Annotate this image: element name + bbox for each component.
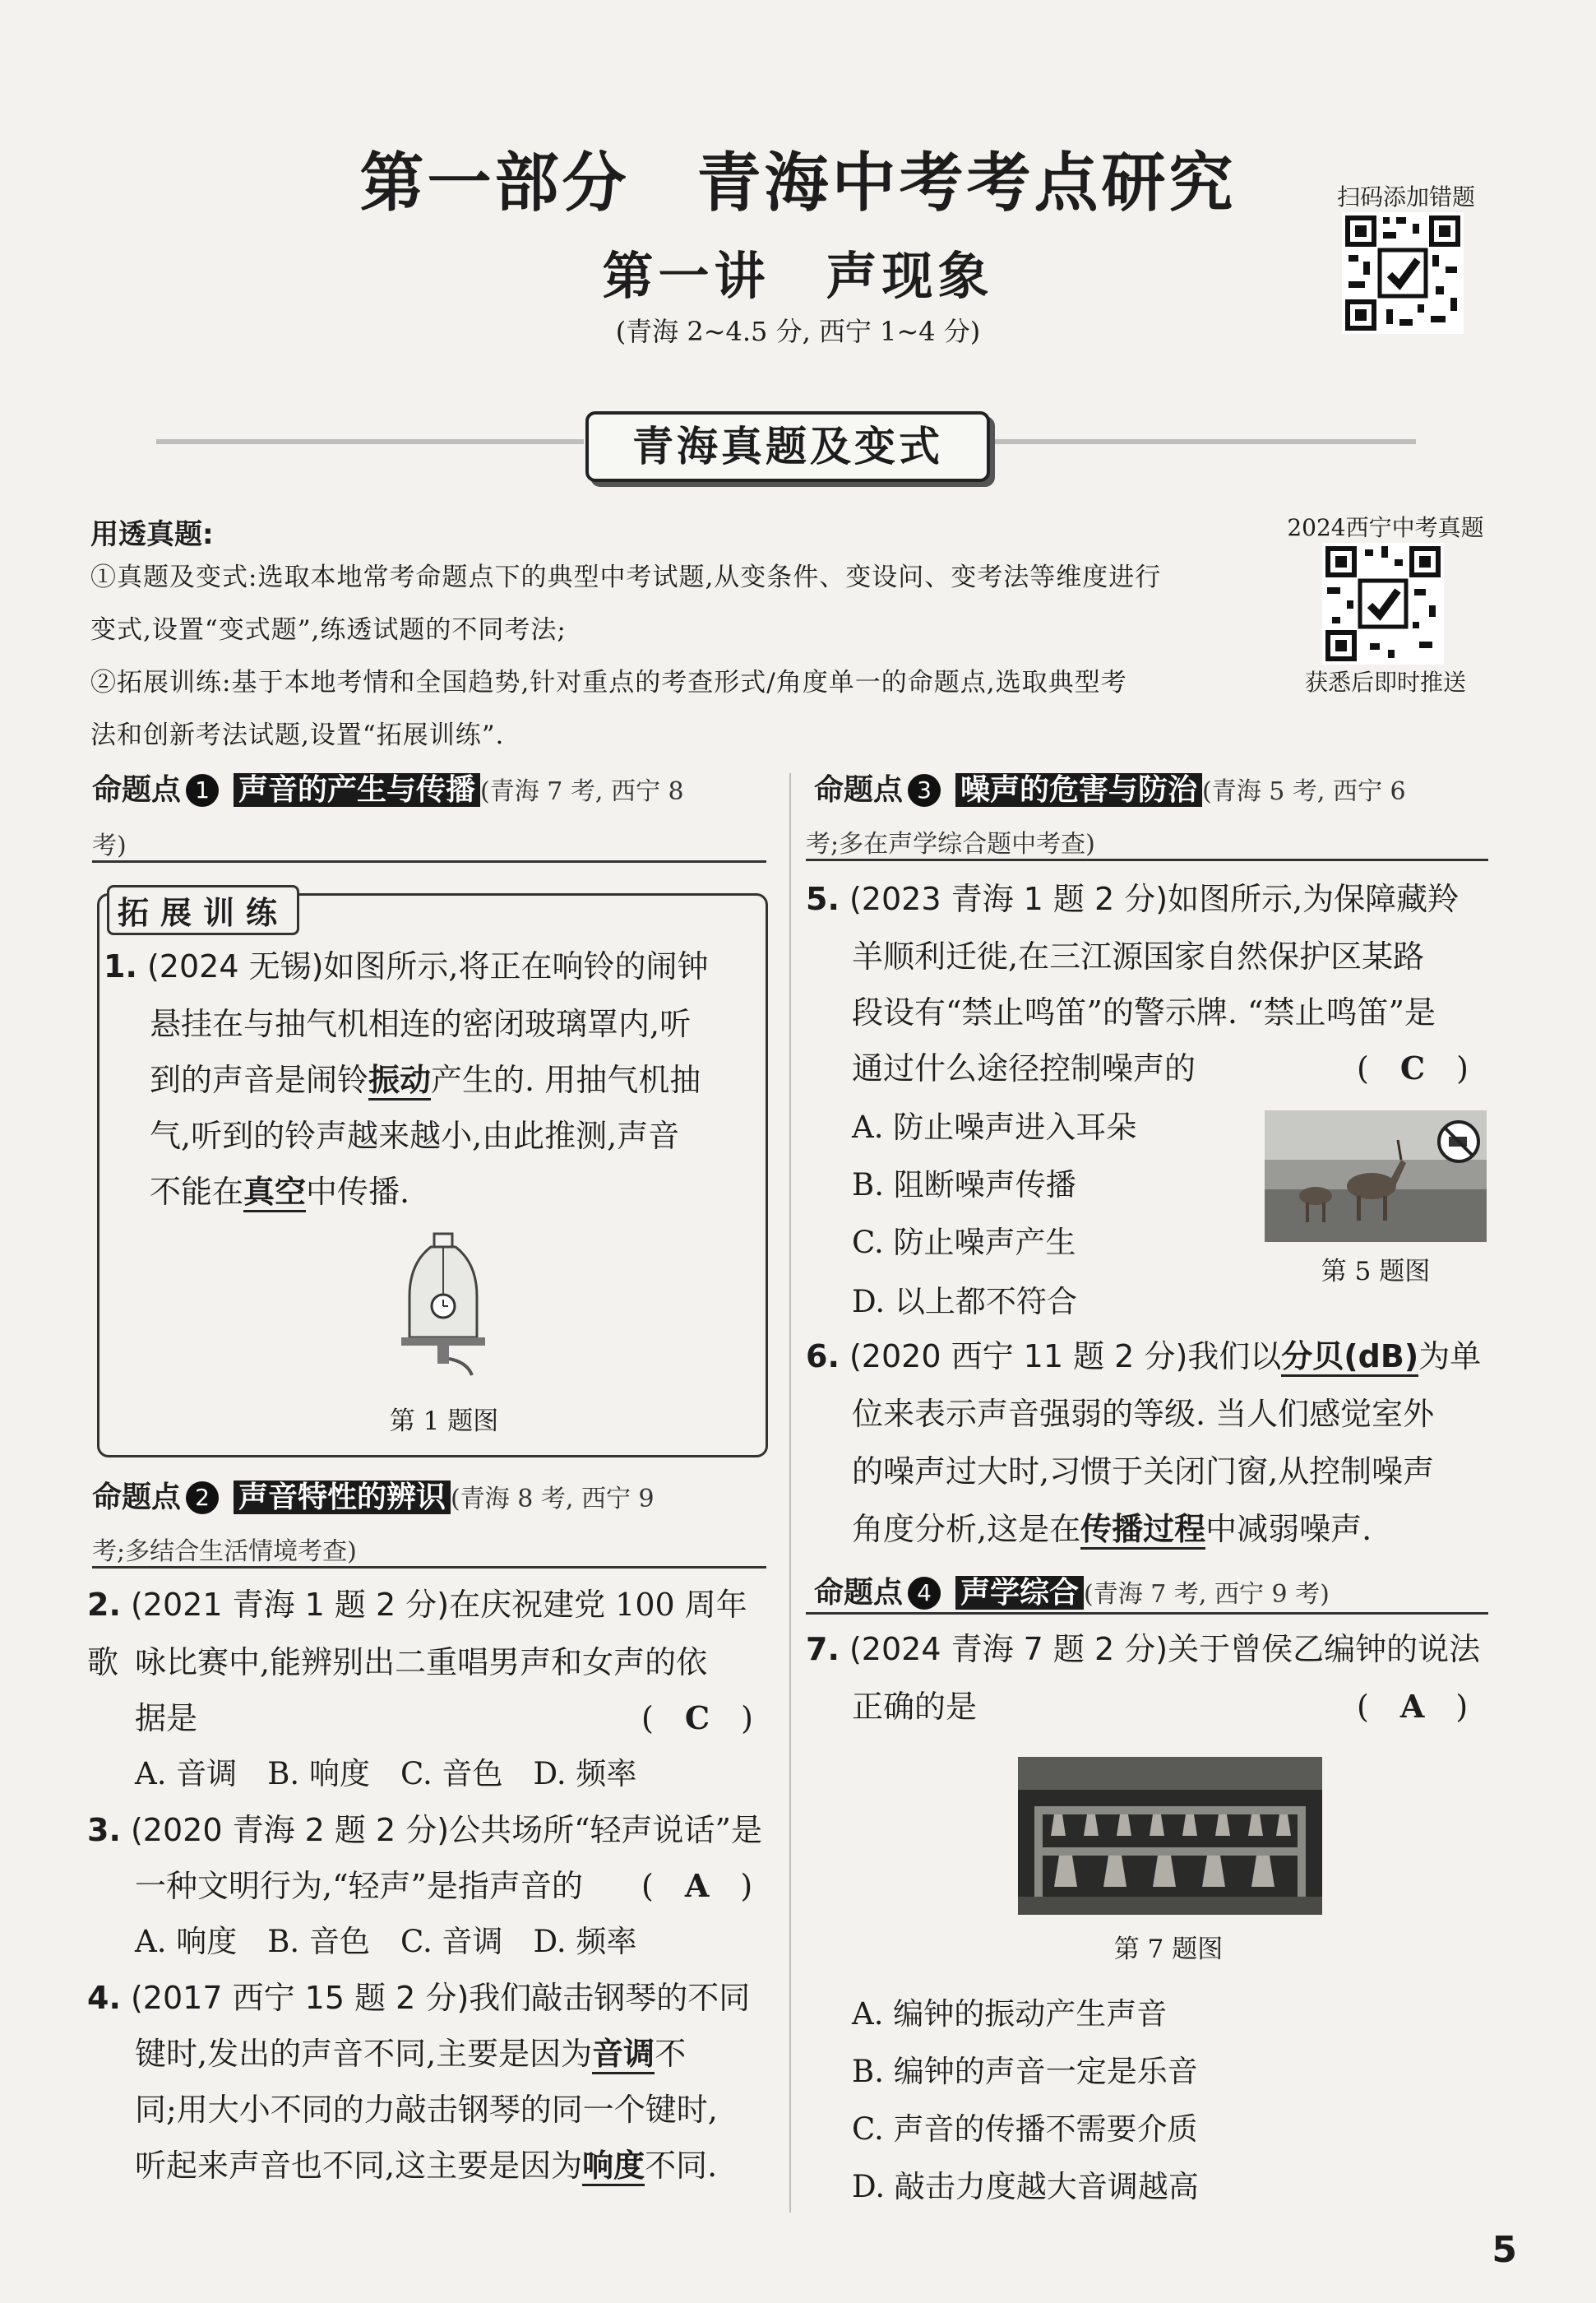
q3-line-1 [87,1801,770,1859]
point-tag: 命题点 [814,773,904,807]
q2-source: (2021 青海 1 题 2 分) [130,1587,450,1623]
q4-line-1 [87,1969,770,2027]
point-1-rule [92,860,766,863]
q6-line-1 [806,1328,1497,1385]
q6-line-2: 位来表示声音强弱的等级. 当人们感觉室外 [852,1396,1435,1432]
point-topic: 噪声的危害与防治 [955,773,1202,807]
q7-line-2: 正确的是 [852,1689,978,1725]
point-3-heading [814,770,1406,813]
q3-answer: A [684,1867,710,1904]
q5-source: (2023 青海 1 题 2 分) [849,881,1168,917]
q7-number: 7. [806,1631,840,1667]
q1-text-5a: 不能在 [150,1174,244,1210]
point-2-rule [92,1566,766,1569]
q5-number: 5. [806,881,840,917]
q4-number: 4. [87,1980,121,2016]
q6-text-1a: 我们以 [1187,1338,1282,1374]
q5-figure-antelope-photo [1265,1110,1487,1242]
point-number: 4 [908,1577,941,1610]
q1-line-2: 悬挂在与抽气机相连的密闭玻璃罩内,听 [150,1006,692,1042]
page-number: 5 [1492,2229,1517,2271]
point-note: (青海 8 考, 西宁 9 [451,1485,655,1513]
intro-line-3: ②拓展训练:基于本地考情和全国趋势,针对重点的考查形式/角度单一的命题点,选取典型考 [90,668,1127,697]
column-divider [789,773,791,2213]
score-note: (青海 2~4.5 分, 西宁 1~4 分) [615,316,981,347]
point-tag: 命题点 [92,773,182,807]
q2-line-3: 据是 [135,1700,198,1736]
q4-line-2 [135,2025,686,2083]
q6-key-decibel: 分贝(dB) [1281,1338,1418,1377]
point-number: 2 [186,1481,219,1514]
q1-text-1: 如图所示,将正在响铃的闹钟 [323,948,709,985]
q7-answer: A [1399,1688,1425,1725]
q4-line-4 [135,2137,717,2194]
banner-rule-left [156,439,584,444]
q1-source: (2024 无锡) [146,948,324,985]
q5-text-1: 如图所示,为保障藏羚 [1168,881,1460,917]
q1-line-4: 气,听到的铃声越来越小,由此推测,声音 [150,1118,680,1154]
q3-line-2: 一种文明行为,“轻声”是指声音的 [135,1868,583,1904]
q7-text-1: 关于曾侯乙编钟的说法 [1168,1631,1481,1667]
intro-line-4: 法和创新考法试题,设置“拓展训练”. [90,721,505,750]
q3-text-1: 公共场所“轻声说话”是 [449,1812,762,1848]
q3-number: 3. [87,1812,121,1848]
q7-caption: 第 7 题图 [1113,1935,1224,1964]
q7-answer-paren: ( A ) [1357,1688,1469,1725]
qr-label-push: 获悉后即时推送 [1304,669,1466,696]
q5-option-a: A. 防止噪声进入耳朵 [852,1110,1137,1145]
q4-line-3: 同;用大小不同的力敲击钢琴的同一个键时, [135,2092,718,2128]
qr-code-icon [1342,212,1464,334]
point-note: (青海 5 考, 西宁 6 [1202,777,1406,806]
q1-line-3 [150,1051,701,1109]
q4-text-2b: 不 [655,2036,687,2072]
point-tag: 命题点 [92,1480,182,1514]
point-3-rule [806,859,1488,861]
point-2-heading [92,1477,655,1520]
antelope-photo-icon [1265,1110,1487,1242]
q6-text-1b: 为单 [1418,1338,1482,1374]
q1-text-5b: 中传播. [306,1174,410,1210]
q2-options: A. 音调 B. 响度 C. 音色 D. 频率 [135,1756,637,1791]
bell-jar-icon [398,1230,488,1379]
section-banner: 青海真题及变式 [585,411,990,482]
q4-text-4a: 听起来声音也不同,这主要是因为 [135,2148,583,2184]
q3-answer-paren: ( A ) [641,1867,753,1904]
q6-text-4a: 角度分析,这是在 [852,1511,1081,1547]
q2-line-2: 咏比赛中,能辨别出二重唱男声和女声的依 [135,1644,708,1680]
q5-line-2: 羊顺利迁徙,在三江源国家自然保护区某路 [852,938,1425,975]
qr-label-2024-xining: 2024西宁中考真题 [1287,514,1484,541]
q5-line-4: 通过什么途径控制噪声的 [852,1050,1196,1087]
q2-answer: C [684,1699,710,1736]
q6-source: (2020 西宁 11 题 2 分) [849,1338,1188,1374]
q5-line-1 [806,870,1497,928]
q6-line-3: 的噪声过大时,习惯于关闭门窗,从控制噪声 [852,1453,1435,1490]
extension-training-tag: 拓展训练 [107,885,299,935]
q5-option-c: C. 防止噪声产生 [852,1225,1076,1260]
q1-number: 1. [104,948,137,985]
q7-source: (2024 青海 7 题 2 分) [849,1631,1168,1667]
q1-line-1 [104,938,761,995]
q1-text-3b: 产生的. 用抽气机抽 [431,1062,701,1098]
qr-code-icon [1322,543,1444,665]
q2-text-1: 在庆祝建党 100 周年歌 [87,1587,747,1680]
q7-option-d: D. 敲击力度越大音调越高 [852,2169,1199,2204]
q5-answer: C [1399,1050,1426,1087]
q5-line-3: 段设有“禁止鸣笛”的警示牌. “禁止鸣笛”是 [852,994,1436,1031]
q6-number: 6. [806,1338,840,1374]
point-4-heading [814,1573,1330,1615]
q7-figure-bianzhong-photo [1018,1757,1322,1915]
q6-line-4 [852,1500,1372,1558]
point-number: 3 [908,774,941,807]
intro-line-2: 变式,设置“变式题”,练透试题的不同考法; [90,615,567,645]
point-note: (青海 7 考, 西宁 8 [480,777,684,806]
q7-option-b: B. 编钟的声音一定是乐音 [852,2054,1198,2089]
q1-key-vacuum: 真空 [243,1174,306,1212]
q5-caption: 第 5 题图 [1321,1257,1431,1286]
qr-code-2024-xining[interactable] [1322,543,1444,665]
q1-figure-bell-jar [398,1230,488,1379]
point-note: (青海 7 考, 西宁 9 考) [1084,1580,1330,1609]
q4-key-loudness: 响度 [582,2148,645,2186]
qr-label-wrong-questions: 扫码添加错题 [1336,183,1475,211]
q1-caption: 第 1 题图 [389,1406,499,1436]
q2-number: 2. [87,1587,121,1623]
q7-option-c: C. 声音的传播不需要介质 [852,2111,1198,2147]
part-title: 第一部分 青海中考考点研究 [359,146,1237,220]
intro-heading: 用透真题: [90,518,214,551]
q3-options: A. 响度 B. 音色 C. 音调 D. 频率 [135,1924,637,1959]
point-1-heading [92,770,684,813]
qr-code-wrong-questions[interactable] [1342,212,1464,334]
q5-answer-paren: ( C ) [1357,1050,1469,1087]
q7-option-a: A. 编钟的振动产生声音 [852,1996,1168,2032]
bianzhong-photo-icon [1018,1757,1322,1915]
point-number: 1 [186,774,219,807]
q2-answer-paren: ( C ) [641,1699,753,1736]
point-4-rule [806,1612,1488,1615]
q5-option-b: B. 阻断噪声传播 [852,1167,1076,1202]
q4-text-2a: 键时,发出的声音不同,主要是因为 [135,2036,593,2072]
q3-source: (2020 青海 2 题 2 分) [130,1812,450,1848]
point-topic: 声学综合 [955,1576,1084,1610]
q5-option-d: D. 以上都不符合 [852,1284,1077,1319]
q4-key-pitch: 音调 [592,2036,655,2074]
point-1-note-cont: 考) [92,832,127,860]
q1-line-5 [150,1163,409,1221]
point-tag: 命题点 [814,1576,904,1610]
q1-text-3a: 到的声音是闹铃 [150,1062,369,1098]
intro-line-1: ①真题及变式:选取本地常考命题点下的典型中考试题,从变条件、变设问、变考法等维度进行 [90,563,1162,592]
lecture-title: 第一讲 声现象 [602,246,994,306]
point-3-note-cont: 考;多在声学综合题中考查) [806,830,1095,859]
q4-text-1: 我们敲击钢琴的不同 [469,1980,751,2016]
banner-rule-right [988,439,1416,444]
point-topic: 声音特性的辨识 [234,1480,451,1514]
q4-text-4b: 不同. [645,2148,718,2184]
q1-key-vibration: 振动 [368,1062,431,1101]
q6-key-transmission: 传播过程 [1080,1511,1205,1550]
q4-source: (2017 西宁 15 题 2 分) [130,1980,470,2016]
q7-line-1 [806,1620,1497,1678]
q6-text-4b: 中减弱噪声. [1205,1511,1372,1547]
point-2-note-cont: 考;多结合生活情境考查) [92,1537,357,1566]
point-topic: 声音的产生与传播 [234,773,480,807]
